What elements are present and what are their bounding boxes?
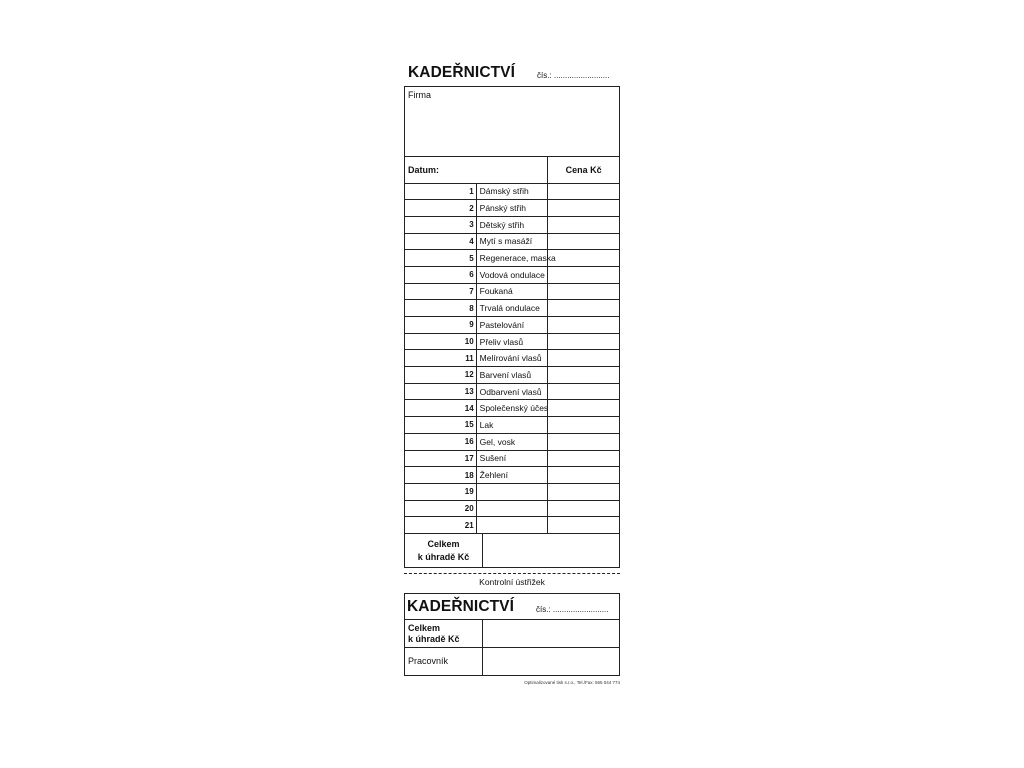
- service-name: Trvalá ondulace: [476, 300, 548, 317]
- row-number: 11: [405, 350, 477, 367]
- stub-worker-row: [405, 648, 620, 676]
- stub-number-field: čís.: .........................: [536, 605, 609, 615]
- printer-imprint: Optimalizované tisk s.r.o., Tel./Fax: 565 044 774: [524, 680, 620, 686]
- total-value: [483, 534, 620, 568]
- service-name: Sušení: [476, 450, 548, 467]
- stub-worker-label: Pracovník: [405, 648, 483, 676]
- table-row: [405, 183, 620, 200]
- stub-title: KADEŘNICTVÍ: [407, 598, 515, 616]
- table-row: [405, 483, 620, 500]
- price-cell: [548, 467, 620, 484]
- total-label-line2: k úhradě Kč: [417, 551, 470, 562]
- price-cell: [548, 450, 620, 467]
- total-label: [405, 534, 483, 568]
- row-number: 18: [405, 467, 477, 484]
- price-header: Cena Kč: [548, 157, 620, 183]
- price-cell: [548, 333, 620, 350]
- stub-header: [404, 593, 620, 619]
- table-row: [405, 200, 620, 217]
- service-name: Melírování vlasů: [476, 350, 548, 367]
- stub-total-line1: Celkem: [408, 622, 441, 633]
- service-name: Společenský účes: [476, 400, 548, 417]
- service-name: [476, 500, 548, 517]
- cut-line: [404, 573, 620, 574]
- row-number: 10: [405, 333, 477, 350]
- row-number: 2: [405, 200, 477, 217]
- company-box: [404, 86, 620, 157]
- date-header: Datum:: [405, 157, 548, 183]
- row-number: 21: [405, 517, 477, 534]
- service-name: [476, 483, 548, 500]
- row-number: 9: [405, 317, 477, 334]
- service-name: Vodová ondulace: [476, 266, 548, 283]
- table-row: [405, 517, 620, 534]
- price-cell: [548, 500, 620, 517]
- price-cell: [548, 250, 620, 267]
- row-number: 4: [405, 233, 477, 250]
- control-stub: [404, 593, 620, 685]
- price-cell: [548, 367, 620, 384]
- table-row: [405, 367, 620, 384]
- service-name: [476, 517, 548, 534]
- stub-total-row: [405, 620, 620, 648]
- form-header: [404, 62, 620, 86]
- service-name: Přeliv vlasů: [476, 333, 548, 350]
- price-cell: [548, 266, 620, 283]
- service-name: Dámský střih: [476, 183, 548, 200]
- form-title: KADEŘNICTVÍ: [408, 64, 516, 81]
- stub-total-value: [483, 620, 620, 648]
- row-number: 15: [405, 417, 477, 434]
- table-row: [405, 417, 620, 434]
- stub-total-label: [405, 620, 483, 648]
- total-label-line1: Celkem: [427, 538, 460, 549]
- row-number: 5: [405, 250, 477, 267]
- service-name: Regenerace, maska: [476, 250, 548, 267]
- table-row: [405, 450, 620, 467]
- price-cell: [548, 433, 620, 450]
- company-label: Firma: [408, 90, 431, 100]
- price-cell: [548, 383, 620, 400]
- price-cell: [548, 200, 620, 217]
- table-row: [405, 216, 620, 233]
- row-number: 19: [405, 483, 477, 500]
- service-name: Foukaná: [476, 283, 548, 300]
- service-name: Odbarvení vlasů: [476, 383, 548, 400]
- number-field: čís.: .........................: [537, 71, 610, 80]
- row-number: 17: [405, 450, 477, 467]
- price-cell: [548, 233, 620, 250]
- price-cell: [548, 183, 620, 200]
- table-header: [405, 157, 620, 183]
- row-number: 20: [405, 500, 477, 517]
- service-name: Barvení vlasů: [476, 367, 548, 384]
- row-number: 16: [405, 433, 477, 450]
- stub-table: [404, 619, 620, 676]
- service-name: Pastelování: [476, 317, 548, 334]
- total-table: [404, 534, 620, 569]
- table-row: [405, 500, 620, 517]
- service-name: Pánský střih: [476, 200, 548, 217]
- table-row: [405, 350, 620, 367]
- price-cell: [548, 517, 620, 534]
- price-cell: [548, 417, 620, 434]
- table-row: [405, 300, 620, 317]
- table-row: [405, 433, 620, 450]
- row-number: 6: [405, 266, 477, 283]
- price-cell: [548, 400, 620, 417]
- row-number: 7: [405, 283, 477, 300]
- row-number: 1: [405, 183, 477, 200]
- price-cell: [548, 317, 620, 334]
- service-name: Dětský střih: [476, 216, 548, 233]
- table-row: [405, 383, 620, 400]
- table-row: [405, 233, 620, 250]
- price-cell: [548, 216, 620, 233]
- services-table: [404, 157, 620, 534]
- service-name: Mytí s masáží: [476, 233, 548, 250]
- row-number: 13: [405, 383, 477, 400]
- row-number: 8: [405, 300, 477, 317]
- service-name: Gel, vosk: [476, 433, 548, 450]
- table-row: [405, 317, 620, 334]
- price-cell: [548, 483, 620, 500]
- service-name: Žehlení: [476, 467, 548, 484]
- table-row: [405, 283, 620, 300]
- table-row: [405, 250, 620, 267]
- price-cell: [548, 300, 620, 317]
- price-cell: [548, 350, 620, 367]
- service-name: Lak: [476, 417, 548, 434]
- total-row: [405, 534, 620, 568]
- price-cell: [548, 283, 620, 300]
- table-row: [405, 266, 620, 283]
- row-number: 3: [405, 216, 477, 233]
- table-row: [405, 400, 620, 417]
- stub-total-line2: k úhradě Kč: [408, 633, 460, 644]
- row-number: 12: [405, 367, 477, 384]
- row-number: 14: [405, 400, 477, 417]
- receipt-form: [404, 62, 620, 685]
- stub-worker-value: [483, 648, 620, 676]
- cutoff-label: Kontrolní ústřižek: [479, 577, 545, 588]
- table-row: [405, 467, 620, 484]
- table-row: [405, 333, 620, 350]
